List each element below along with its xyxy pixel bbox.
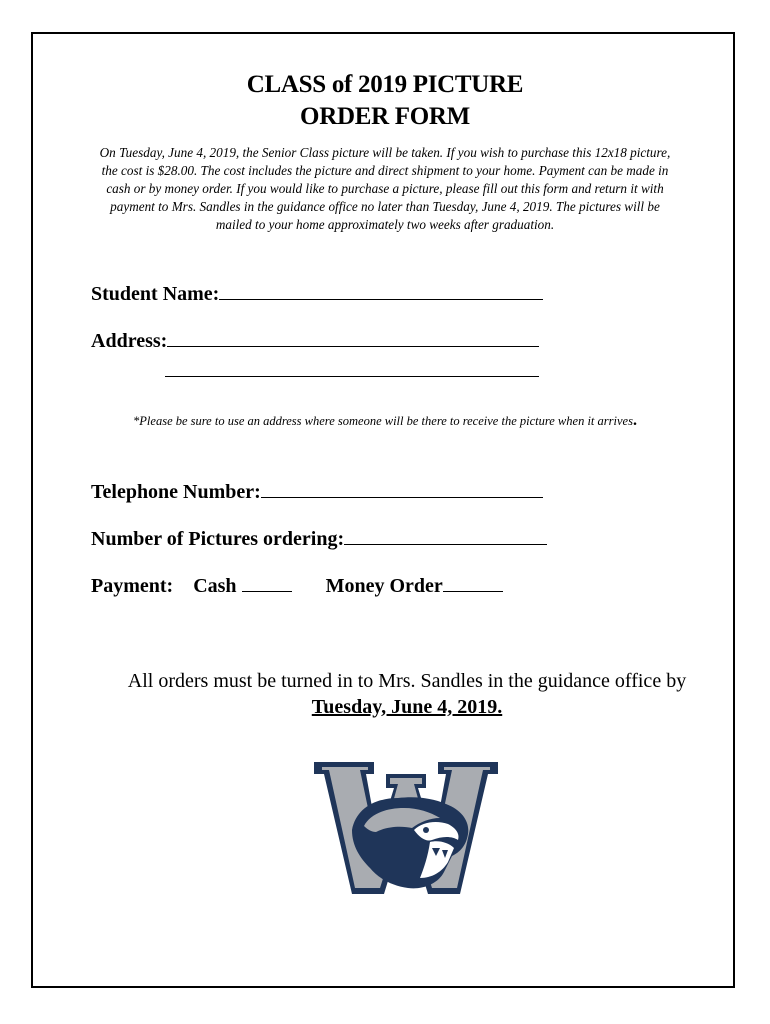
student-name-blank[interactable] xyxy=(219,280,543,300)
telephone-blank[interactable] xyxy=(261,478,543,498)
w-panther-logo xyxy=(312,760,500,896)
intro-paragraph xyxy=(44,144,726,234)
intro-line: the cost is $28.00. The cost includes the picture and direct shipment to your home. Payment can be made in xyxy=(101,163,669,178)
pictures-label: Number of Pictures ordering: xyxy=(91,528,345,550)
address-note-period: . xyxy=(632,412,637,429)
address-label: Address: xyxy=(91,330,168,352)
telephone-label: Telephone Number: xyxy=(91,481,261,503)
pictures-blank[interactable] xyxy=(344,525,547,545)
payment-label: Payment: xyxy=(91,575,174,597)
address-note-text: *Please be sure to use an address where someone will be there to receive the picture when it arrives xyxy=(133,414,633,428)
address-row xyxy=(91,327,539,354)
address-second-blank[interactable] xyxy=(165,376,539,377)
money-order-label: Money Order xyxy=(325,575,443,597)
address-note xyxy=(0,412,770,430)
telephone-row xyxy=(91,478,543,505)
pictures-row xyxy=(91,525,547,552)
form-title-line2: ORDER FORM xyxy=(300,103,470,130)
cash-label: Cash xyxy=(193,575,237,597)
form-title-line1: CLASS of 2019 PICTURE xyxy=(246,71,524,98)
money-order-blank[interactable] xyxy=(443,572,503,592)
cash-blank[interactable] xyxy=(242,572,292,592)
address-blank[interactable] xyxy=(167,327,539,347)
intro-line: payment to Mrs. Sandles in the guidance office no later than Tuesday, June 4, 2019. The pictures will be xyxy=(110,199,660,214)
intro-line: mailed to your home approximately two weeks after graduation. xyxy=(215,217,555,232)
student-name-label: Student Name: xyxy=(91,283,220,305)
closing-deadline: Tuesday, June 4, 2019. xyxy=(311,696,503,718)
closing-instruction: All orders must be turned in to Mrs. Sandles in the guidance office by xyxy=(127,670,687,692)
payment-row xyxy=(91,572,503,599)
intro-line: On Tuesday, June 4, 2019, the Senior Class picture will be taken. If you wish to purchase this 12x18 picture, xyxy=(99,145,671,160)
student-name-row xyxy=(91,280,543,307)
intro-line: cash or by money order. If you would like to purchase a picture, please fill out this form and return it with xyxy=(106,181,664,196)
